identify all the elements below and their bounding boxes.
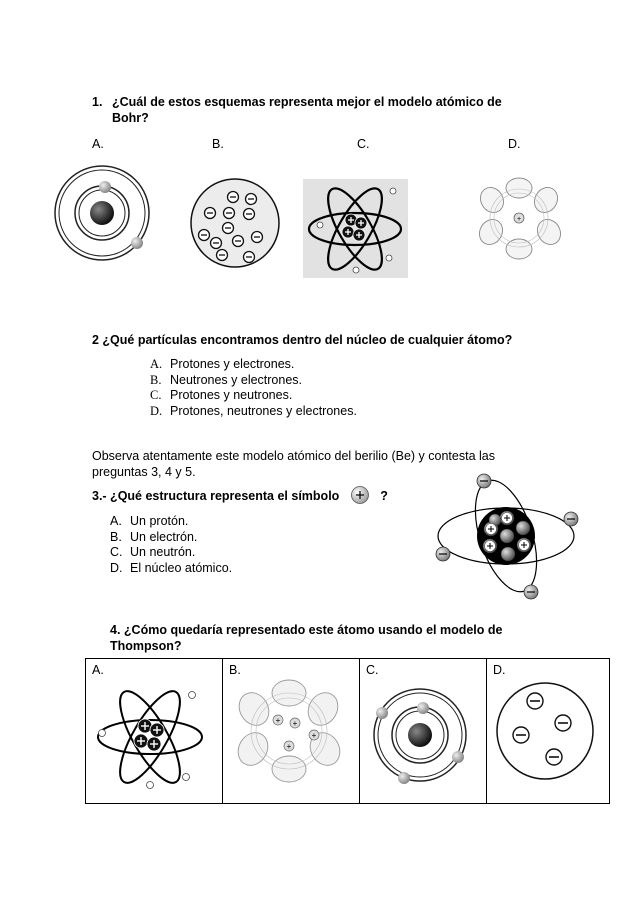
q2-answer-c[interactable] — [150, 388, 357, 404]
q4-option-a-label: A. — [92, 663, 104, 677]
q2-answer-a-letter: A. — [150, 357, 163, 371]
question-1-number: 1. — [92, 95, 103, 109]
question-1-text-line2: Bohr? — [112, 111, 149, 125]
svg-text:+: + — [516, 216, 522, 223]
q4-option-b-label: B. — [229, 663, 241, 677]
q2-answer-d[interactable] — [150, 404, 357, 420]
q2-answer-d-letter: D. — [150, 403, 163, 418]
q3-answer-b-letter: B. — [110, 529, 122, 544]
thomson-model-diagram[interactable] — [189, 177, 281, 269]
q2-answer-b[interactable] — [150, 373, 357, 389]
q3-answer-d-text: El núcleo atómico. — [130, 560, 233, 575]
observa-line2: preguntas 3, 4 y 5. — [92, 465, 196, 479]
q4-wave-charge-1: + — [275, 716, 281, 725]
question-1-text-line1: ¿Cuál de estos esquemas representa mejor el modelo atómico de — [112, 95, 502, 109]
question-1 — [92, 94, 548, 126]
q4-wave-charge-4: + — [286, 742, 292, 751]
q4-option-a-cell[interactable] — [86, 659, 223, 804]
q3-answer-c-text: Un neutrón. — [130, 545, 196, 559]
q4-wave-diagram — [229, 675, 347, 787]
q4-wave-charge-2: + — [292, 719, 298, 728]
q2-answer-b-text: Neutrones y electrones. — [170, 372, 303, 387]
q3-answer-d[interactable] — [110, 561, 232, 577]
q2-answer-c-text: Protones y neutrones. — [170, 388, 293, 402]
q2-answer-c-letter: C. — [150, 388, 162, 402]
question-4-text-line1: ¿Cómo quedaría representado este átomo usando el modelo de — [123, 623, 503, 637]
q3-answer-b[interactable] — [110, 530, 232, 546]
question-3-text: 3.- ¿Qué estructura representa el símbolo — [92, 489, 340, 503]
q1-option-a-label: A. — [92, 137, 104, 151]
q2-answer-a-text: Protones y electrones. — [170, 357, 295, 371]
q1-option-c-label: C. — [357, 137, 370, 151]
q4-options-table — [85, 658, 610, 804]
question-2-title: 2 ¿Qué partículas encontramos dentro del núcleo de cualquier átomo? — [92, 333, 513, 347]
q4-option-c-label: C. — [366, 663, 379, 677]
q4-option-c-cell[interactable] — [360, 659, 487, 804]
q1-option-d-label: D. — [508, 137, 521, 151]
q3-answer-d-letter: D. — [110, 560, 123, 575]
q1-option-b-label: B. — [212, 137, 224, 151]
q3-answer-c[interactable] — [110, 545, 232, 561]
observa-line1: Observa atentamente este modelo atómico del berilio (Be) y contesta las — [92, 449, 495, 463]
question-2-answers — [150, 357, 357, 419]
q4-option-d-label: D. — [493, 663, 506, 677]
q3-answer-a-letter: A. — [110, 514, 122, 528]
question-3-answers — [110, 514, 232, 576]
q4-option-b-cell[interactable] — [223, 659, 360, 804]
question-3-title — [92, 485, 388, 505]
q2-answer-b-letter: B. — [150, 372, 162, 387]
bohr-model-diagram[interactable] — [52, 165, 160, 265]
q3-answer-a[interactable] — [110, 514, 232, 530]
q3-answer-a-text: Un protón. — [130, 514, 189, 528]
question-4-number: 4. — [110, 623, 121, 637]
wave-model-diagram[interactable] — [474, 176, 564, 262]
q4-thomson-diagram — [493, 677, 597, 789]
q2-answer-a[interactable] — [150, 357, 357, 373]
q4-bohr-diagram — [366, 679, 474, 791]
q2-answer-d-text: Protones, neutrones y electrones. — [170, 403, 357, 418]
question-3-mark: ? — [380, 489, 388, 503]
question-4 — [110, 622, 548, 654]
q4-option-d-cell[interactable] — [487, 659, 610, 804]
beryllium-atom-diagram[interactable] — [428, 470, 582, 604]
q3-answer-c-letter: C. — [110, 545, 123, 559]
question-4-text-line2: Thompson? — [110, 639, 182, 653]
q4-wave-charge-3: + — [311, 731, 317, 740]
q4-rutherford-diagram — [92, 681, 210, 793]
rutherford-model-diagram[interactable] — [303, 179, 408, 278]
q3-answer-b-text: Un electrón. — [130, 529, 198, 544]
proton-symbol-icon — [349, 485, 371, 505]
